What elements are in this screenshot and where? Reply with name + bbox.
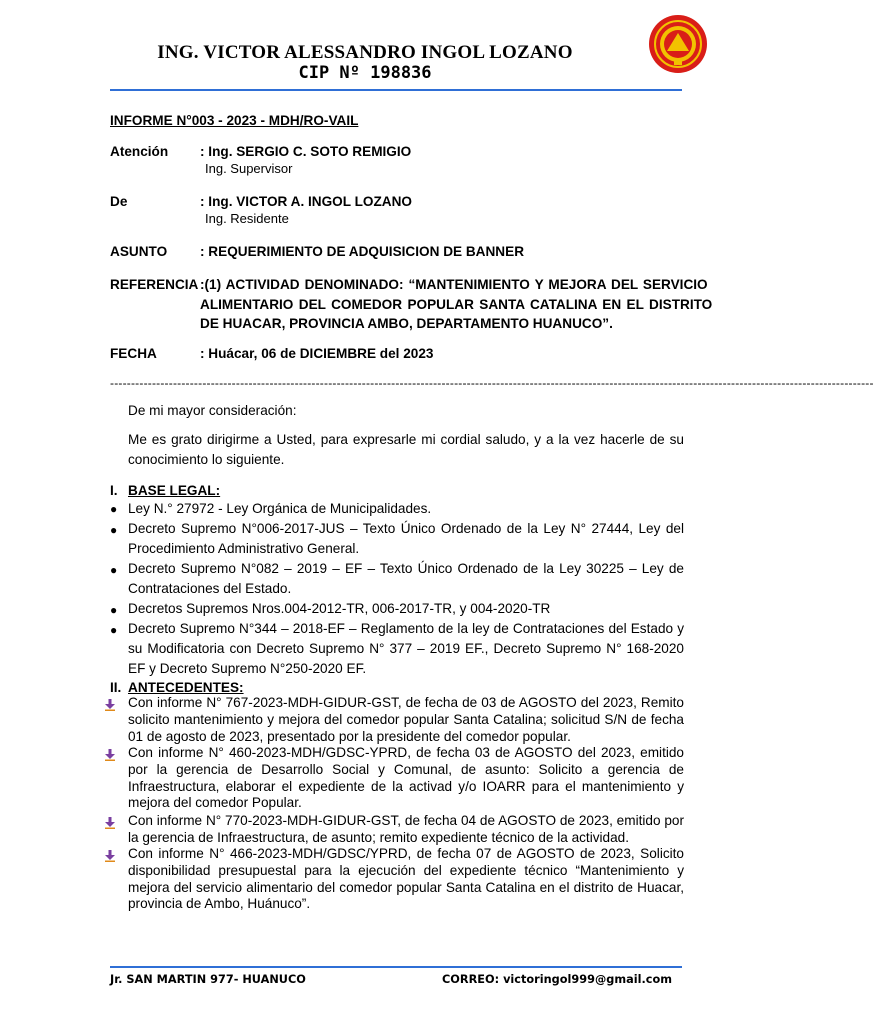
background-item: Con informe N° 466-2023-MDH/GDSC/YPRD, de fecha 07 de AGOSTO de 2023, Solicito disponibilidad presupuestal para la ejecución del expediente técnico “Mantenimiento y mejora del servicio alimentario del comedor popular Santa Catalina en el distrito de Huacar, provincia de Ambo, Huánuco”.: [128, 846, 684, 912]
report-title: INFORME N°003 - 2023 - MDH/RO-VAIL: [110, 113, 359, 128]
section-1-number: I.: [110, 483, 118, 498]
subject-label: ASUNTO: [110, 244, 168, 259]
date-label: FECHA: [110, 346, 157, 361]
engineer-name: ING. VICTOR ALESSANDRO INGOL LOZANO: [157, 42, 573, 63]
header-divider: [110, 89, 682, 91]
arrow-down-icon: [104, 817, 116, 829]
bullet-icon: ●: [110, 603, 118, 617]
legal-item: Decreto Supremo N°082 – 2019 – EF – Texto Único Ordenado de la Ley 30225 – Ley de Contrataciones del Estado.: [128, 561, 684, 596]
legal-item: Decreto Supremo N°344 – 2018-EF – Reglamento de la ley de Contrataciones del Estado y su Modificatoria con Decreto Supremo N° 377 – 2019 EF., Decreto Supremo N° 168-2020 EF y Decreto Supremo N°250-2020 EF.: [128, 621, 684, 676]
date-value: : Huácar, 06 de DICIEMBRE del 2023: [200, 346, 434, 361]
reference-line: ALIMENTARIO DEL COMEDOR POPULAR SANTA CATALINA EN EL DISTRITO: [200, 297, 713, 312]
from-role: Ing. Residente: [205, 211, 289, 226]
reference-line: DE HUACAR, PROVINCIA AMBO, DEPARTAMENTO HUANUCO”.: [200, 316, 613, 331]
footer-address: Jr. SAN MARTIN 977- HUANUCO: [110, 973, 306, 986]
attention-label: Atención: [110, 144, 169, 159]
subject-value: : REQUERIMIENTO DE ADQUISICION DE BANNER: [200, 244, 525, 259]
arrow-down-icon: [104, 699, 116, 711]
legal-item: Decretos Supremos Nros.004-2012-TR, 006-2017-TR, y 004-2020-TR: [128, 601, 551, 616]
cip-number: CIP Nº 198836: [298, 63, 432, 83]
bullet-icon: ●: [110, 623, 118, 637]
cip-seal-logo: [648, 14, 708, 74]
reference-label: REFERENCIA: [110, 277, 199, 292]
background-item: Con informe N° 460-2023-MDH/GDSC-YPRD, de fecha 03 de AGOSTO del 2023, emitido por la gerencia de Desarrollo Social y Comunal, de asunto: Solicito a gerencia de Infraestructura, elaborar el expediente de la activad y/o IOARR para el mantenimiento y mejora del comedor Popular.: [128, 745, 684, 811]
section-2-number: II.: [110, 680, 122, 695]
bullet-icon: ●: [110, 563, 118, 577]
section-1-title: BASE LEGAL:: [128, 483, 221, 498]
arrow-down-icon: [104, 749, 116, 761]
from-label: De: [110, 194, 128, 209]
dashed-separator: --------------------------------------------------------------------------------------------------------------------------------------------------------------------------------------: [110, 376, 874, 390]
footer-divider: [110, 966, 682, 968]
intro-paragraph: Me es grato dirigirme a Usted, para expresarle mi cordial saludo, y a la vez hacerle de su conocimiento lo siguiente.: [128, 432, 684, 467]
legal-item: Decreto Supremo N°006-2017-JUS – Texto Único Ordenado de la Ley N° 27444, Ley del Procedimiento Administrativo General.: [128, 521, 684, 556]
arrow-down-icon: [104, 850, 116, 862]
greeting: De mi mayor consideración:: [128, 403, 297, 418]
from-value: : Ing. VICTOR A. INGOL LOZANO: [200, 194, 412, 209]
footer-email: CORREO: victoringol999@gmail.com: [442, 973, 672, 986]
attention-role: Ing. Supervisor: [205, 161, 293, 176]
section-2-title: ANTECEDENTES:: [128, 680, 244, 695]
attention-value: : Ing. SERGIO C. SOTO REMIGIO: [200, 144, 412, 159]
background-item: Con informe N° 770-2023-MDH-GIDUR-GST, de fecha 04 de AGOSTO de 2023, emitido por la gerencia de Infraestructura, de asunto; remito expediente técnico de la actividad.: [128, 813, 684, 845]
legal-item: Ley N.° 27972 - Ley Orgánica de Municipalidades.: [128, 501, 432, 516]
bullet-icon: ●: [110, 502, 118, 516]
background-item: Con informe N° 767-2023-MDH-GIDUR-GST, de fecha de 03 de AGOSTO del 2023, Remito solicito mantenimiento y mejora del comedor popular Santa Catalina; solicitud S/N de fecha 01 de agosto de 2023, presentado por la presidente del comedor popular.: [128, 695, 684, 744]
reference-line: :(1) ACTIVIDAD DENOMINADO: “MANTENIMIENTO Y MEJORA DEL SERVICIO: [200, 277, 708, 292]
bullet-icon: ●: [110, 523, 118, 537]
